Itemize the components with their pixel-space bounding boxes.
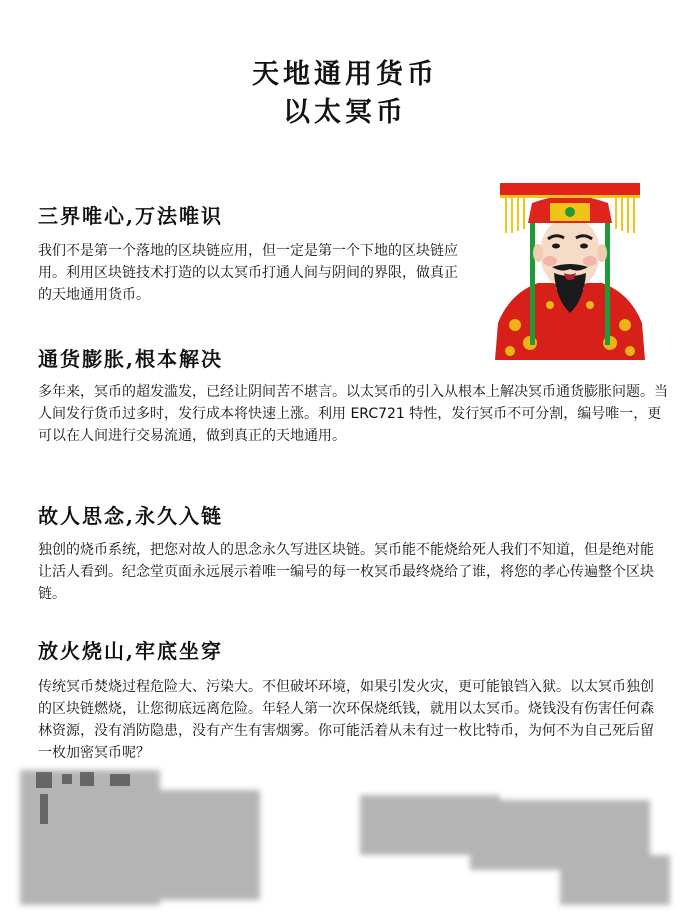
page-title-line-2: 以太冥币 [283, 97, 407, 128]
crown-board [500, 183, 640, 197]
jade-emperor-portrait-icon [490, 175, 650, 360]
section-body: 独创的烧币系统，把您对故人的思念永久写进区块链。冥币能不能烧给死人我们不知道，但是绝对能让活人看到。纪念堂页面永远展示着唯一编号的每一枚冥币最终烧给了谁，将您的孝心传遍整个区块链。 [38, 542, 654, 602]
section-body: 传统冥币焚烧过程危险大、污染大。不但破坏环境，如果引发火灾，更可能锒铛入狱。以太冥币独创的区块链燃烧，让您彻底远离危险。年轻人第一次环保烧纸钱，就用以太冥币。烧钱没有伤害任何森林资源，没有消防隐患，没有产生有害烟雾。你可能活着从未有过一枚比特币，为何不为自己死后留一枚加密冥币呢？ [38, 679, 654, 761]
section-body: 我们不是第一个落地的区块链应用，但一定是第一个下地的区块链应用。利用区块链技术打造的以太冥币打通人间与阴间的界限，做真正的天地通用货币。 [38, 243, 458, 303]
section-heading: 放火烧山,牢底坐穿 [38, 639, 223, 663]
section-body: 多年来，冥币的超发滥发，已经让阴间苦不堪言。以太冥币的引入从根本上解决冥币通货膨胀问题。当人间发行货币过多时，发行成本将快速上涨。利用 ERC721 特性，发行冥币不可分割，编号唯一，更可以在人间进行交易流通，做到真正的天地通用。 [38, 384, 668, 444]
ribbon-left [530, 215, 535, 345]
section-heading: 通货膨胀,根本解决 [38, 347, 223, 371]
section-heading: 故人思念,永久入链 [38, 504, 223, 528]
page-title-line-1: 天地通用货币 [252, 59, 438, 90]
ribbon-right [605, 215, 610, 345]
obscured-footer-smudge [0, 760, 690, 917]
section-heading: 三界唯心,万法唯识 [38, 204, 223, 228]
